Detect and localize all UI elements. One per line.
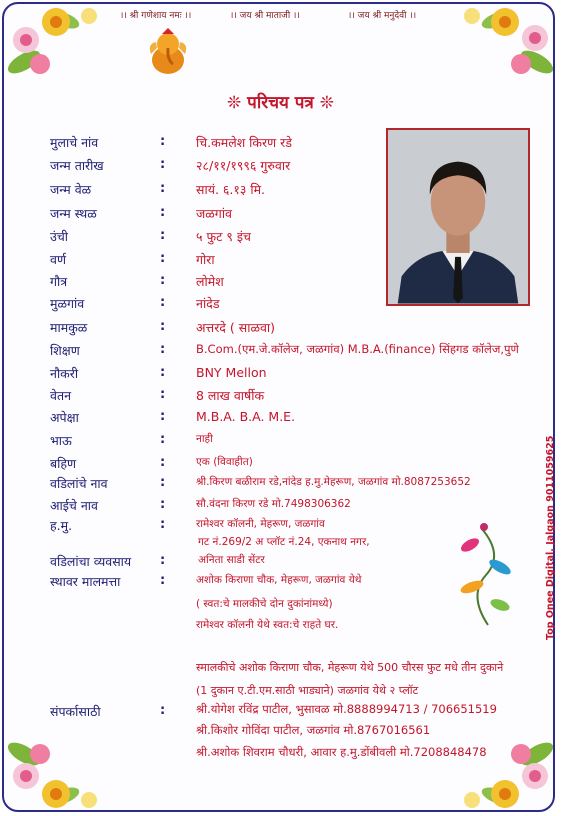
- salary-colon: :: [160, 387, 166, 402]
- father-business-value: अशोक किराणा चौक, मेहरूण, जळगांव येथे: [196, 574, 362, 586]
- ganesha-icon: [143, 28, 193, 76]
- gotra-value: लोमेश: [196, 274, 224, 289]
- dob-colon: :: [160, 157, 166, 172]
- height-colon: :: [160, 228, 166, 243]
- job-value: BNY Mellon: [196, 365, 267, 380]
- printer-credit: Top Onee Digital, Jalgaon 9011059625: [545, 435, 556, 640]
- expectation-label: अपेक्षा: [50, 410, 79, 425]
- birth-time-colon: :: [160, 181, 166, 196]
- flower-corner-bottom-left: [4, 714, 124, 814]
- brother-value: नाही: [196, 433, 213, 445]
- residence-line: अनिता साडी सेंटर: [198, 554, 265, 566]
- property-label: स्थावर मालमत्ता: [50, 574, 121, 589]
- sister-colon: :: [160, 455, 166, 470]
- birth-time-value: सायं. ६.१३ मि.: [196, 182, 266, 197]
- job-label: नौकरी: [50, 366, 79, 381]
- native-value: नांदेड: [196, 296, 220, 311]
- name-colon: :: [160, 134, 166, 149]
- complexion-colon: :: [160, 251, 166, 266]
- father-colon: :: [160, 475, 166, 490]
- expectation-value: M.B.A. B.A. M.E.: [196, 409, 296, 424]
- birth-place-value: जळगांव: [196, 206, 233, 221]
- sister-value: एक (विवाहीत): [196, 456, 253, 468]
- property-colon: :: [160, 573, 166, 588]
- mother-value: सौ.वंदना किरण रडे मो.7498306362: [196, 498, 351, 510]
- job-colon: :: [160, 365, 166, 380]
- residence-line: गट नं.269/2 अ प्लॉट नं.24, एकनाथ नगर,: [198, 536, 370, 548]
- residence-line: रामेश्वर कॉलनी, मेहरूण, जळगांव: [196, 518, 325, 530]
- gotra-colon: :: [160, 273, 166, 288]
- contact-line: श्री.किशोर गोविंदा पाटील, जळगांव मो.8767016561: [196, 723, 431, 737]
- page-title: ❊ परिचय पत्र ❊: [227, 93, 334, 113]
- invocation-mataji: ।। जय श्री माताजी ।।: [230, 11, 300, 21]
- contact-colon: :: [160, 703, 166, 718]
- mamkul-colon: :: [160, 319, 166, 334]
- complexion-label: वर्ण: [50, 252, 66, 267]
- birth-place-label: जन्म स्थळ: [50, 206, 97, 221]
- dob-label: जन्म तारीख: [50, 158, 104, 173]
- residence-label: ह.मु.: [50, 518, 73, 533]
- mamkul-label: मामकुळ: [50, 320, 88, 335]
- decorative-ornament-icon: [448, 515, 523, 635]
- father-label: वडिलांचे नाव: [50, 476, 108, 491]
- contact-line: श्री.योगेश रविंद्र पाटील, भुसावळ मो.8888994713 / 706651519: [196, 702, 497, 716]
- birth-place-colon: :: [160, 205, 166, 220]
- flower-corner-top-right: [437, 2, 557, 102]
- mother-label: आईचे नाव: [50, 498, 98, 513]
- candidate-photo: [386, 128, 530, 306]
- sister-label: बहिण: [50, 456, 77, 471]
- salary-value: 8 लाख वार्षीक: [196, 388, 265, 403]
- education-label: शिक्षण: [50, 343, 80, 358]
- brother-colon: :: [160, 432, 166, 447]
- native-colon: :: [160, 295, 166, 310]
- expectation-colon: :: [160, 409, 166, 424]
- birth-time-label: जन्म वेळ: [50, 182, 92, 197]
- height-value: ५ फुट ९ इंच: [196, 229, 251, 244]
- education-value: B.Com.(एम.जे.कॉलेज, जळगांव) M.B.A.(finance) सिंहगड कॉलेज,पुणे: [196, 342, 519, 356]
- residence-colon: :: [160, 517, 166, 532]
- education-colon: :: [160, 342, 166, 357]
- name-label: मुलाचे नांव: [50, 135, 99, 150]
- native-label: मुळगांव: [50, 296, 85, 311]
- complexion-value: गोरा: [196, 252, 215, 267]
- salary-label: वेतन: [50, 388, 72, 403]
- name-value: चि.कमलेश किरण रडे: [196, 135, 292, 150]
- contact-label: संपर्कासाठी: [50, 704, 101, 719]
- father-business-label: वडिलांचा व्यवसाय: [50, 554, 132, 569]
- flower-corner-top-left: [4, 2, 124, 102]
- dob-value: २८/११/१९९६ गुरुवार: [196, 158, 291, 173]
- height-label: उंची: [50, 229, 69, 244]
- mamkul-value: अत्तरदे ( साळवा): [196, 320, 276, 335]
- invocation-ganesh: ।। श्री गणेशाय नमः ।।: [120, 11, 192, 21]
- property-line: ( स्वत:चे मालकीचे दोन दुकांनांमध्ये): [196, 598, 333, 610]
- contact-line: श्री.अशोक शिवराम चौधरी, आवार ह.मु.डोंबीवली मो.7208848478: [196, 745, 487, 759]
- father-business-colon: :: [160, 553, 166, 568]
- brother-label: भाऊ: [50, 433, 72, 448]
- flower-corner-bottom-right: [437, 714, 557, 814]
- mother-colon: :: [160, 497, 166, 512]
- property-line: स्मालकीचे अशोक किराणा चौक, मेहरूण येथे 500 चौरस फुट मधे तीन दुकाने: [196, 661, 504, 674]
- father-value: श्री.किरण बळीराम रडे,नांदेड ह.मु.मेहरूण, जळगांव मो.8087253652: [196, 476, 471, 488]
- property-line: (1 दुकान ए.टी.एम.साठी भाड्याने) जळगांव येथे २ प्लॉट: [196, 684, 419, 697]
- invocation-manudevi: ।। जय श्री मनुदेवी ।।: [348, 11, 417, 21]
- property-line: रामेश्वर कॉलनी येथे स्वत:चे राहते घर.: [196, 619, 339, 631]
- gotra-label: गौत्र: [50, 274, 68, 289]
